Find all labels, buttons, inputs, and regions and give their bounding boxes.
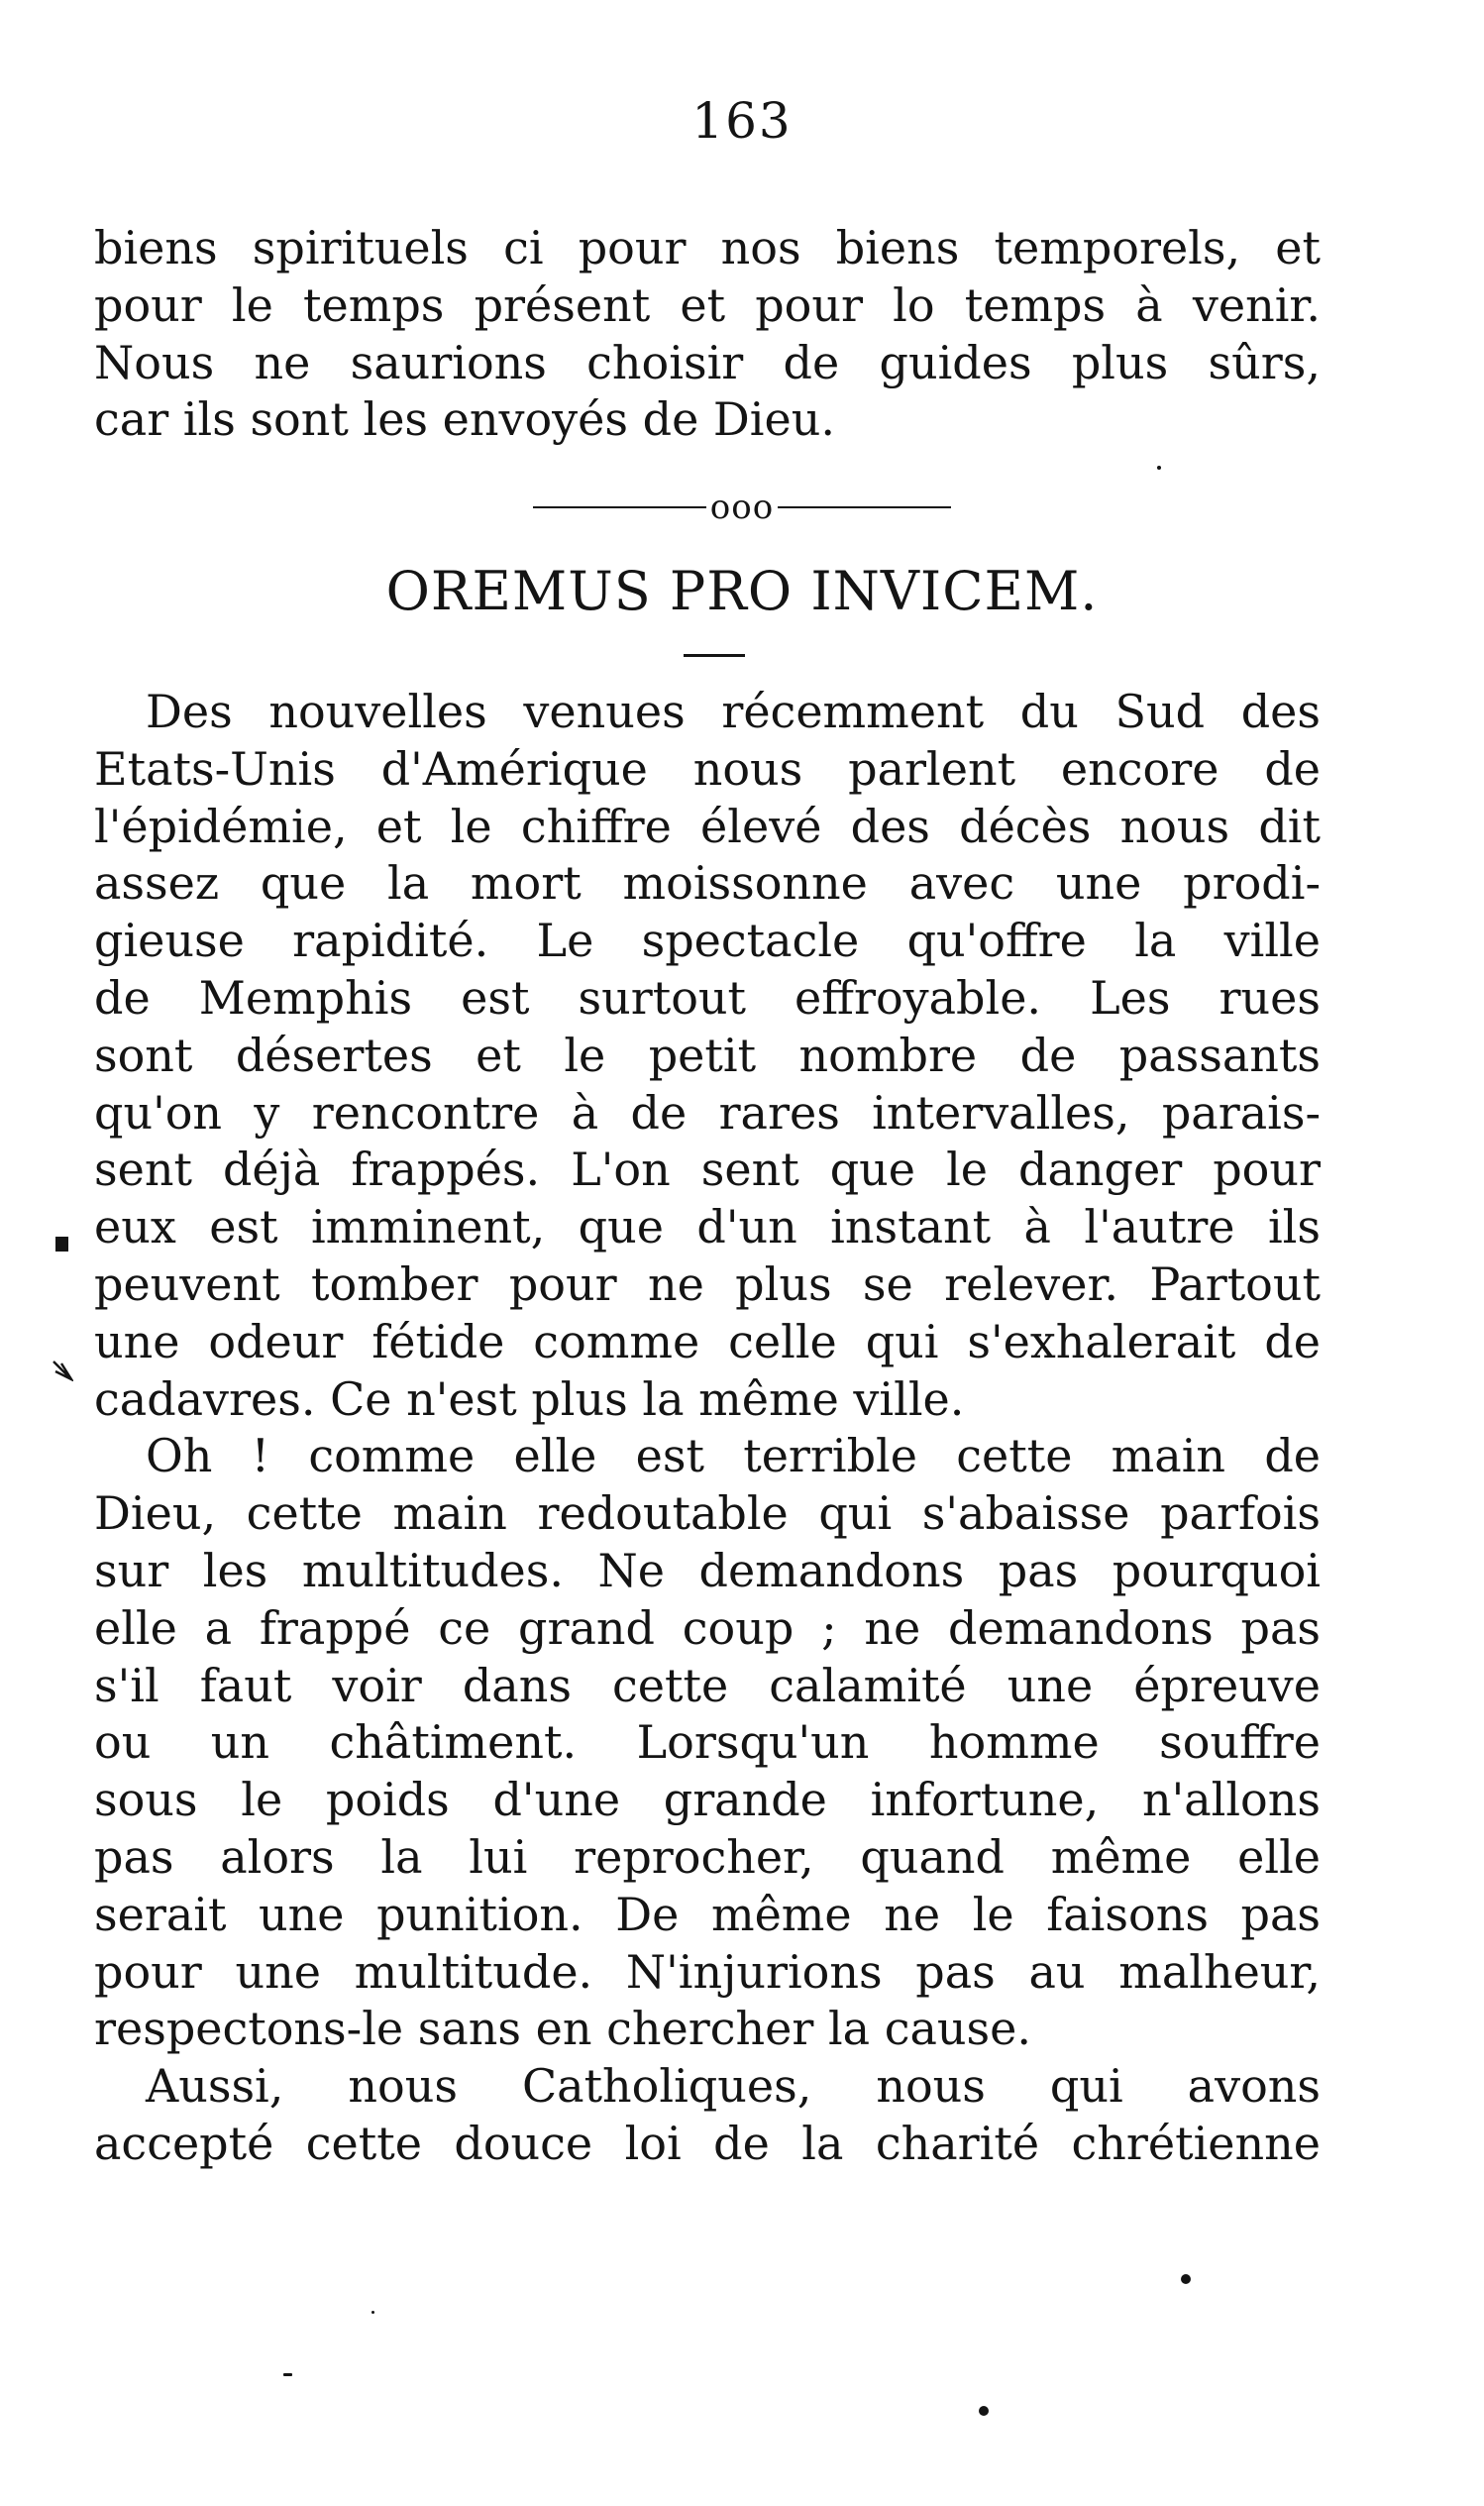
text-line: gieuse rapidité. Le spectacle qu'offre la ville bbox=[94, 914, 1321, 968]
text-line: ou un châtiment. Lorsqu'un homme souffre bbox=[94, 1715, 1321, 1770]
article-body bbox=[94, 684, 1321, 2173]
page-number: 163 bbox=[691, 92, 793, 150]
ink-speck bbox=[1181, 2274, 1191, 2284]
text-line: assez que la mort moissonne avec une prodi- bbox=[94, 856, 1321, 911]
ink-speck bbox=[283, 2373, 292, 2376]
text-line: de Memphis est surtout effroyable. Les rues bbox=[94, 970, 1321, 1025]
text-line: serait une punition. De même ne le faisons pas bbox=[94, 1887, 1321, 1941]
text-line: sont désertes et le petit nombre de passants bbox=[94, 1028, 1321, 1082]
text-line: Des nouvelles venues récemment du Sud des bbox=[146, 685, 1321, 738]
text-line: pour une multitude. N'injurions pas au malheur, bbox=[94, 1944, 1321, 1999]
text-line: pour le temps présent et pour lo temps à venir. bbox=[94, 277, 1321, 332]
section-title: OREMUS PRO INVICEM. bbox=[385, 560, 1099, 622]
margin-arrow-mark bbox=[52, 1360, 73, 1381]
text-line: sur les multitudes. Ne demandons pas pourquoi bbox=[94, 1543, 1321, 1597]
text-line: elle a frappé ce grand coup ; ne demandons pas bbox=[94, 1600, 1321, 1655]
separator-rule-right bbox=[778, 506, 951, 508]
paragraph bbox=[94, 2058, 1321, 2173]
text-line: sous le poids d'une grande infortune, n'allons bbox=[94, 1773, 1321, 1827]
text-line: l'épidémie, et le chiffre élevé des décès nous dit bbox=[94, 799, 1321, 853]
text-line: car ils sont les envoyés de Dieu. bbox=[94, 392, 835, 447]
text-line: Aussi, nous Catholiques, nous qui avons bbox=[146, 2059, 1321, 2114]
text-line: Dieu, cette main redoutable qui s'abaisse parfois bbox=[94, 1486, 1321, 1541]
text-line: biens spirituels ci pour nos biens temporels, et bbox=[94, 221, 1321, 274]
text-line: eux est imminent, que d'un instant à l'autre ils bbox=[94, 1200, 1321, 1254]
text-line: s'il faut voir dans cette calamité une épreuve bbox=[94, 1658, 1321, 1712]
title-underline-dash bbox=[684, 654, 745, 657]
text-line: cadavres. Ce n'est plus la même ville. bbox=[94, 1371, 965, 1426]
text-line: pas alors la lui reprocher, quand même elle bbox=[94, 1829, 1321, 1884]
separator-ornament: ooo bbox=[709, 488, 775, 527]
text-line: peuvent tomber pour ne plus se relever. Partout bbox=[94, 1256, 1321, 1311]
text-line: Oh ! comme elle est terrible cette main de bbox=[146, 1429, 1321, 1483]
text-line: accepté cette douce loi de la charité chrétienne bbox=[94, 2116, 1321, 2170]
paragraph bbox=[94, 684, 1321, 1428]
text-line: une odeur fétide comme celle qui s'exhalerait de bbox=[94, 1314, 1321, 1368]
intro-paragraph bbox=[94, 220, 1321, 449]
ink-speck bbox=[979, 2406, 989, 2416]
paragraph bbox=[94, 1428, 1321, 2058]
text-line: sent déjà frappés. L'on sent que le danger pour bbox=[94, 1143, 1321, 1197]
ink-speck bbox=[371, 2311, 374, 2314]
text-line: Nous ne saurions choisir de guides plus sûrs, bbox=[94, 335, 1321, 389]
ink-speck bbox=[1157, 466, 1161, 470]
separator-rule-left bbox=[533, 506, 706, 508]
margin-ink-mark bbox=[55, 1237, 68, 1252]
text-line: respectons-le sans en chercher la cause. bbox=[94, 2002, 1031, 2056]
section-separator bbox=[0, 486, 1484, 527]
text-line: Etats-Unis d'Amérique nous parlent encore de bbox=[94, 741, 1321, 796]
text-line: qu'on y rencontre à de rares intervalles, parais- bbox=[94, 1085, 1321, 1140]
